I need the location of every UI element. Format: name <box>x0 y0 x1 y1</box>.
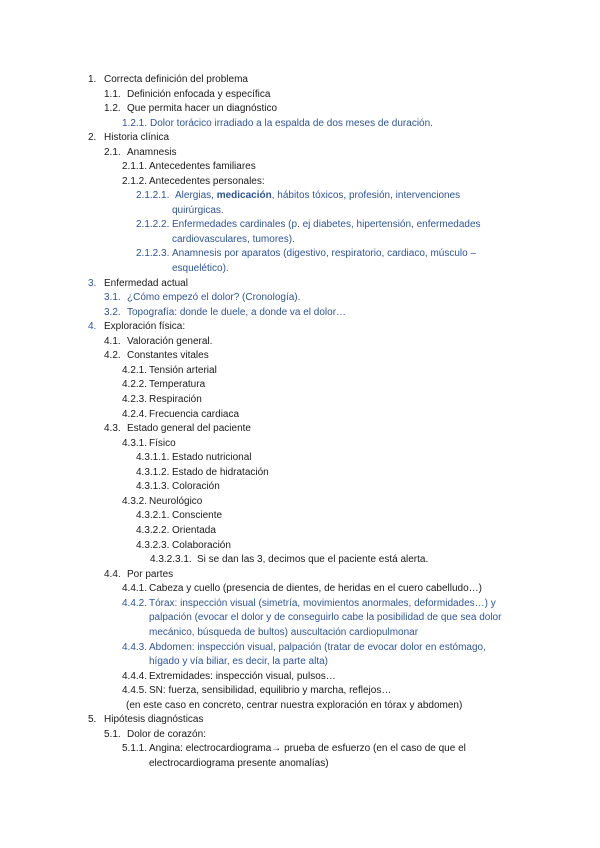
item-text: Por partes <box>127 569 174 580</box>
item-text-continued: hígado y vía biliar, es decir, la parte alta) <box>149 656 328 667</box>
item-number: 4.4.3. <box>122 642 148 653</box>
item-number: 4.3. <box>104 423 121 434</box>
item-number: 1. <box>88 74 97 85</box>
item-text: Correcta definición del problema <box>104 74 248 85</box>
item-number: 1.1. <box>104 89 121 100</box>
item-number: 2.1.2. <box>122 176 148 187</box>
item-text: Enfermedades cardinales (p. ej diabetes, hipertensión, enfermedades <box>172 219 481 230</box>
item-number: 4.4.2. <box>122 598 148 609</box>
item-text: Que permita hacer un diagnóstico <box>127 103 278 114</box>
item-text: Cabeza y cuello (presencia de dientes, de heridas en el cuero cabelludo…) <box>149 583 482 594</box>
item-number: 4.3.2.2. <box>136 525 170 536</box>
highlight-medicacion: medicación <box>216 190 272 201</box>
item-text: Consciente <box>172 510 223 521</box>
item-number: 4.2.2. <box>122 379 148 390</box>
item-text: Respiración <box>149 394 202 405</box>
item-number: 4.3.2.1. <box>136 510 170 521</box>
item-text: SN: fuerza, sensibilidad, equilibrio y marcha, reflejos… <box>149 685 392 696</box>
item-number: 4.2.3. <box>122 394 148 405</box>
item-text-continued: cardiovasculares, tumores). <box>172 234 295 245</box>
item-text-continued: esquelético). <box>172 263 229 274</box>
item-number: 4.3.2. <box>122 496 148 507</box>
item-number: 4. <box>88 321 97 332</box>
item-number: 3.2. <box>104 307 121 318</box>
item-number: 2.1.2.1. <box>136 190 170 201</box>
item-number: 5. <box>88 714 97 725</box>
item-text: Físico <box>149 438 176 449</box>
item-text: Si se dan las 3, decimos que el paciente está alerta. <box>197 554 429 565</box>
item-number: 3. <box>88 278 97 289</box>
item-text: Historia clínica <box>104 132 170 143</box>
item-text: Enfermedad actual <box>104 278 188 289</box>
item-number: 4.2. <box>104 350 121 361</box>
item-text: Estado nutricional <box>172 452 252 463</box>
item-text: Antecedentes personales: <box>149 176 265 187</box>
item-text: Colaboración <box>172 540 231 551</box>
item-number: 4.1. <box>104 336 121 347</box>
item-number: 4.4. <box>104 569 121 580</box>
item-number: 1.2.1. <box>122 118 148 129</box>
item-number: 2.1.2.3. <box>136 248 170 259</box>
item-number: 5.1.1. <box>122 743 148 754</box>
item-text: Estado de hidratación <box>172 467 269 478</box>
item-text: Alergias, medicación, hábitos tóxicos, profesión, intervenciones <box>175 190 461 201</box>
item-text: Valoración general. <box>127 336 213 347</box>
item-text: Anamnesis por aparatos (digestivo, respiratorio, cardiaco, músculo – <box>172 248 477 259</box>
item-text: Anamnesis <box>127 147 177 158</box>
item-number: 4.4.4. <box>122 671 148 682</box>
item-number: 4.3.1. <box>122 438 148 449</box>
item-text: Dolor torácico irradiado a la espalda de dos meses de duración. <box>150 118 433 129</box>
item-number: 4.3.2.3.1. <box>150 554 192 565</box>
item-number: 4.3.1.1. <box>136 452 170 463</box>
item-number: 4.4.1. <box>122 583 148 594</box>
item-number: 4.3.1.2. <box>136 467 170 478</box>
item-text: Tensión arterial <box>149 365 217 376</box>
item-number: 4.3.1.3. <box>136 481 170 492</box>
note-text: (en este caso en concreto, centrar nuestra exploración en tórax y abdomen) <box>126 700 463 711</box>
item-text: Extremidades: inspección visual, pulsos… <box>149 671 336 682</box>
item-number: 1.2. <box>104 103 121 114</box>
item-text-continued: electrocardiograma presente anomalías) <box>149 758 329 769</box>
item-text: ¿Cómo empezó el dolor? (Cronología). <box>127 292 301 303</box>
item-text: Constantes vitales <box>127 350 209 361</box>
item-number: 4.2.1. <box>122 365 148 376</box>
item-text: Abdomen: inspección visual, palpación (tratar de evocar dolor en estómago, <box>149 642 486 653</box>
item-number: 4.4.5. <box>122 685 148 696</box>
item-text: Dolor de corazón: <box>127 729 206 740</box>
item-number: 2.1.2.2. <box>136 219 170 230</box>
item-text: Topografía: donde le duele, a donde va el dolor… <box>127 307 347 318</box>
item-text-continued: palpación (evocar el dolor y de conseguirlo cabe la posibilidad de que sea dolor <box>149 612 502 623</box>
item-text: Angina: electrocardiograma→ prueba de esfuerzo (en el caso de que el <box>149 743 466 754</box>
item-text: Hipótesis diagnósticas <box>104 714 204 725</box>
item-text: Exploración física: <box>104 321 186 332</box>
item-number: 2.1.1. <box>122 161 148 172</box>
item-number: 3.1. <box>104 292 121 303</box>
item-text: Temperatura <box>149 379 206 390</box>
item-text: Definición enfocada y específica <box>127 89 271 100</box>
item-text: Coloración <box>172 481 220 492</box>
item-text: Frecuencia cardiaca <box>149 409 240 420</box>
item-text: Tórax: inspección visual (simetría, movimientos anormales, deformidades…) y <box>149 598 496 609</box>
item-text: Antecedentes familiares <box>149 161 256 172</box>
item-number: 2.1. <box>104 147 121 158</box>
item-text: Estado general del paciente <box>127 423 251 434</box>
item-number: 4.2.4. <box>122 409 148 420</box>
item-text-continued: mecánico, búsqueda de bultos) auscultación cardiopulmonar <box>149 627 419 638</box>
item-number: 2. <box>88 132 97 143</box>
item-text-continued: quirúrgicas. <box>172 205 224 216</box>
item-number: 5.1. <box>104 729 121 740</box>
item-text: Neurológico <box>149 496 203 507</box>
item-text: Orientada <box>172 525 216 536</box>
item-number: 4.3.2.3. <box>136 540 170 551</box>
